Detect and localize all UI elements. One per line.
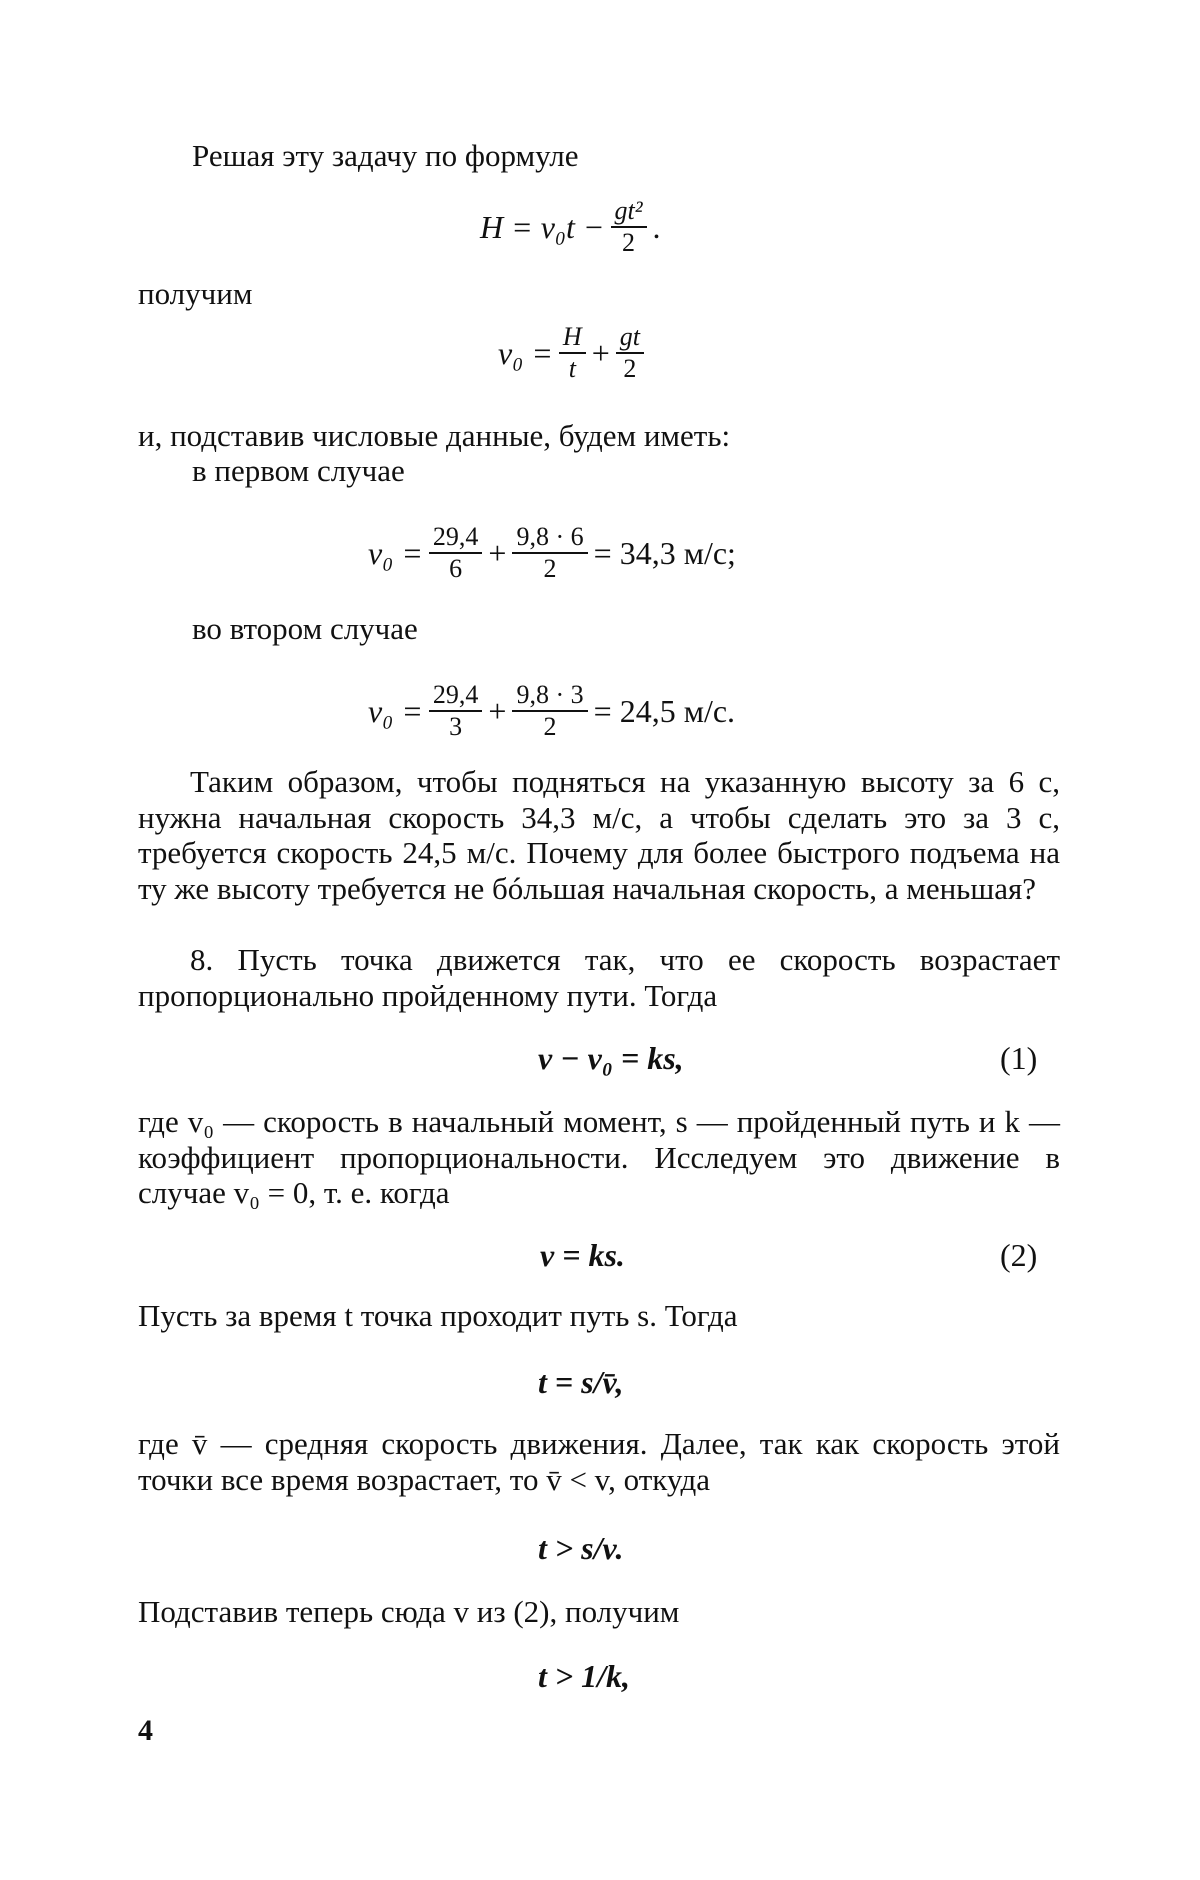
eq5-text: t > 1/k, [538,1658,631,1694]
equation-case1 [368,522,736,584]
eq-v0-numerator-1: H [559,322,586,354]
eq-c1-numerator-1: 29,4 [429,522,483,554]
eq-v0-fraction-2 [616,322,644,384]
equation-case2 [368,680,735,742]
eq-c2-numerator-1: 29,4 [429,680,483,712]
eq-v0-denominator-2: 2 [623,354,637,383]
eq-v0-plus: + [591,335,610,371]
equation-2 [540,1237,625,1273]
equation-height [480,196,661,258]
eq-c1-denominator-2: 2 [543,554,557,583]
eq-c2-lhs: v₀ = [368,693,423,729]
paragraph-time: Пусть за время t точка проходит путь s. Тогда [138,1298,738,1333]
equation-1-number: (1) [1000,1040,1038,1076]
equation-1 [538,1040,684,1076]
poluchim-text: получим [138,276,253,311]
paragraph-conclusion: Таким образом, чтобы подняться на указанную высоту за 6 с, нужна начальная скорость 34,3 м/с, а чтобы сделать это за 3 с, требуется скорость 24,5 м/с. Почему для более быстрого подъема на ту же высоту требуется не бóльшая начальная скорость, а меньшая? [138,764,1060,906]
eq-c1-plus: + [488,535,507,571]
eq-c1-rhs: = 34,3 м/с; [593,535,736,571]
eq-v0-denominator-1: t [568,354,576,383]
eq-h-denominator: 2 [622,228,636,257]
paragraph-substitute: Подставив теперь сюда v из (2), получим [138,1594,680,1629]
eq-c1-lhs: v₀ = [368,535,423,571]
eq4-text: t > s/v. [538,1530,624,1566]
equation-4 [538,1530,623,1566]
eq2-text: v = ks. [540,1237,625,1273]
paragraph-definitions: где v₀ — скорость в начальный момент, s — пройденный путь и k — коэффициент пропорциональности. Исследуем это движение в случае v₀ = 0, т. е. когда [138,1104,1060,1210]
equation-2-number: (2) [1000,1237,1038,1273]
page-number: 4 [138,1714,153,1747]
eq-c2-plus: + [488,693,507,729]
eq-h-lhs: H = v₀t − [480,209,605,245]
eq-v0-lhs: v₀ = [498,335,553,371]
paragraph-problem-8: 8. Пусть точка движется так, что ее скорость возрастает пропорционально пройденному пути. Тогда [138,942,1060,1013]
eq-h-numerator: gt² [611,196,647,228]
equation-v0 [498,322,650,384]
equation-3 [538,1364,623,1400]
eq-h-tail: . [652,209,661,245]
eq-v0-numerator-2: gt [616,322,644,354]
eq-c2-denominator-1: 3 [449,712,463,741]
eq3-text: t = s/v̄, [538,1364,624,1400]
eq-c2-fraction-2 [512,680,587,742]
case2-text: во втором случае [192,611,418,646]
eq-c1-fraction-1 [429,522,483,584]
eq-v0-fraction-1 [559,322,586,384]
eq-c1-fraction-2 [512,522,587,584]
eq-c1-denominator-1: 6 [449,554,463,583]
eq-c2-fraction-1 [429,680,483,742]
paragraph-average-speed: где v̄ — средняя скорость движения. Далее, так как скорость этой точки все время возрастает, то v̄ < v, откуда [138,1426,1060,1497]
eq-c2-numerator-2: 9,8 · 3 [512,680,587,712]
equation-5 [538,1658,630,1694]
eq1-text: v − v₀ = ks, [538,1040,684,1076]
eq-h-fraction [611,196,647,258]
substituting-text: и, подставив числовые данные, будем иметь: [138,418,731,453]
eq-c2-denominator-2: 2 [543,712,557,741]
eq-c1-numerator-2: 9,8 · 6 [512,522,587,554]
intro-text: Решая эту задачу по формуле [192,138,579,173]
eq-c2-rhs: = 24,5 м/с. [593,693,736,729]
case1-text: в первом случае [192,453,405,488]
